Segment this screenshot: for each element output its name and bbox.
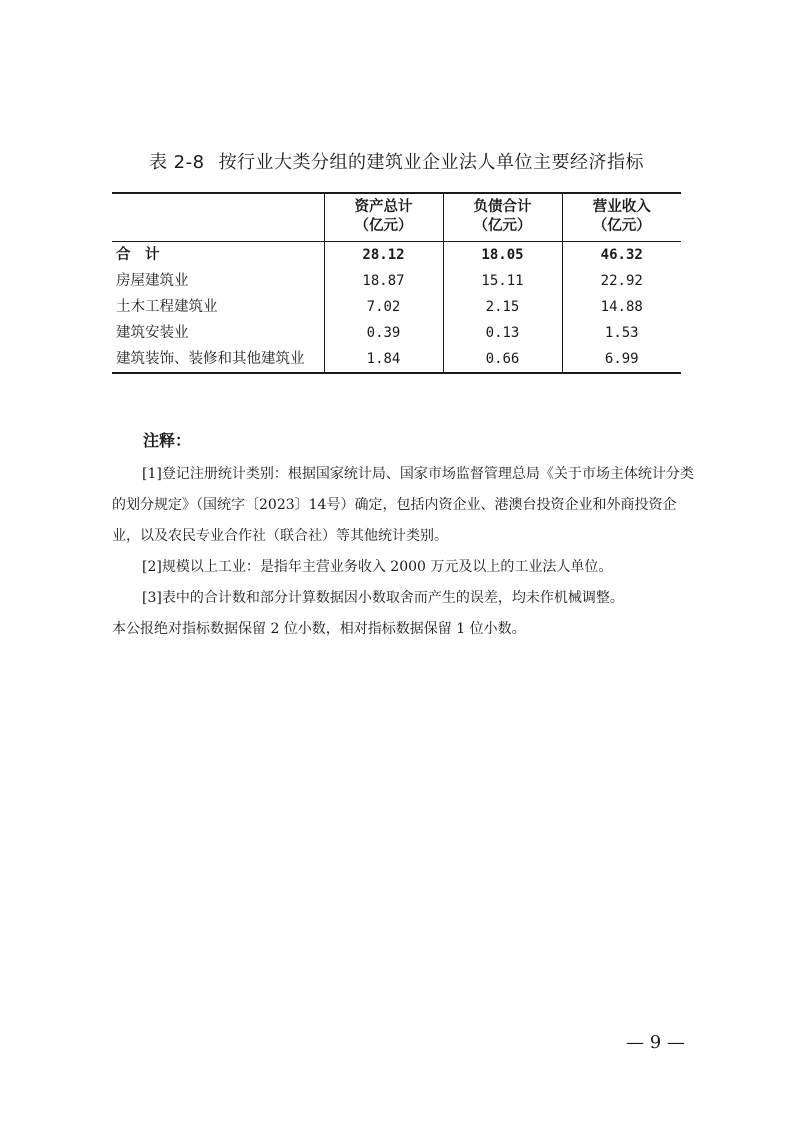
row-label: 合 计 [116,247,160,263]
revenue-cell: 46.32 [562,242,681,269]
revenue-cell: 1.53 [562,320,681,346]
notes-title: 注释： [143,431,192,450]
table-row [112,268,681,294]
row-label: 建筑装饰、装修和其他建筑业 [112,346,324,373]
table-title [0,148,793,174]
liabilities-cell: 0.66 [443,346,562,373]
notes-section [112,459,702,645]
revenue-cell: 14.88 [562,294,681,320]
row-label: 土木工程建筑业 [116,299,218,315]
revenue-cell: 22.92 [562,268,681,294]
header-category [112,193,324,242]
assets-cell: 0.39 [324,320,443,346]
header-operating-revenue: 营业收入 （亿元） [562,193,681,242]
liabilities-cell: 0.13 [443,320,562,346]
table-row-total [112,242,681,269]
note-item-1: [1]登记注册统计类别：根据国家统计局、国家市场监督管理总局《关于市场主体统计分类的划分规定》（国统字〔2023〕14号）确定，包括内资企业、港澳台投资企业和外商投资企业，以及农民专业合作社（联合社）等其他统计类别。 [112,466,694,544]
economic-indicators-table [112,192,681,374]
note-precision: 本公报绝对指标数据保留 2 位小数，相对指标数据保留 1 位小数。 [112,621,526,637]
page-number: — 9 — [626,1032,685,1053]
table-row [112,320,681,346]
liabilities-cell: 2.15 [443,294,562,320]
assets-cell: 28.12 [324,242,443,269]
liabilities-cell: 15.11 [443,268,562,294]
revenue-cell: 6.99 [562,346,681,373]
table-number: 表 2-8 [148,152,205,173]
header-total-liabilities: 负债合计 （亿元） [443,193,562,242]
note-item-3: [3]表中的合计数和部分计算数据因小数取舍而产生的误差，均未作机械调整。 [142,590,624,606]
assets-cell: 7.02 [324,294,443,320]
row-label: 建筑安装业 [116,325,189,341]
assets-cell: 1.84 [324,346,443,373]
table-header-row [112,193,681,242]
note-item-2: [2]规模以上工业：是指年主营业务收入 2000 万元及以上的工业法人单位。 [142,559,613,575]
assets-cell: 18.87 [324,268,443,294]
table-row [112,294,681,320]
header-total-assets: 资产总计 （亿元） [324,193,443,242]
liabilities-cell: 18.05 [443,242,562,269]
row-label: 房屋建筑业 [116,273,189,289]
table-title-text: 按行业大类分组的建筑业企业法人单位主要经济指标 [218,152,645,173]
table-row [112,346,681,373]
